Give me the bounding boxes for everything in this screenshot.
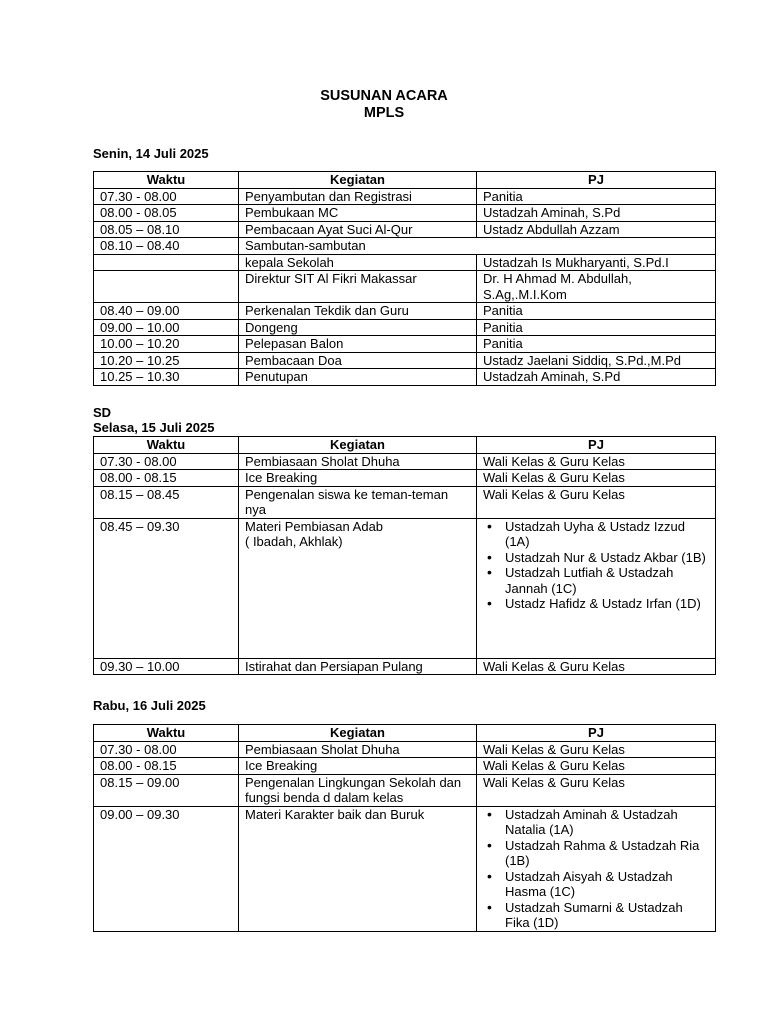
cell-pj: Panitia <box>477 188 716 205</box>
cell-pj: Wali Kelas & Guru Kelas <box>477 758 716 775</box>
cell-kegiatan: Ice Breaking <box>239 758 477 775</box>
cell-kegiatan: Sambutan-sambutan <box>239 238 716 255</box>
cell-kegiatan: Pembukaan MC <box>239 205 477 222</box>
pj-list <box>483 807 709 931</box>
day1-schedule-table <box>93 171 716 386</box>
header-waktu: Waktu <box>94 172 239 189</box>
table-row <box>94 205 716 222</box>
header-waktu: Waktu <box>94 437 239 454</box>
table-row <box>94 774 716 806</box>
cell-kegiatan: Ice Breaking <box>239 470 477 487</box>
day2-heading: Selasa, 15 Juli 2025 <box>93 420 215 435</box>
header-waktu: Waktu <box>94 725 239 742</box>
cell-kegiatan: Perkenalan Tekdik dan Guru <box>239 303 477 320</box>
header-kegiatan: Kegiatan <box>239 172 477 189</box>
cell-waktu: 10.25 – 10.30 <box>94 369 239 386</box>
table-header-row <box>94 172 716 189</box>
cell-pj: Ustadzah Aminah, S.Pd <box>477 205 716 222</box>
cell-kegiatan: Penyambutan dan Registrasi <box>239 188 477 205</box>
cell-waktu <box>94 254 239 271</box>
day2-label: SD <box>93 405 112 420</box>
table-row <box>94 453 716 470</box>
cell-pj: Wali Kelas & Guru Kelas <box>477 658 716 675</box>
cell-kegiatan: Materi Karakter baik dan Buruk <box>239 806 477 931</box>
cell-kegiatan: Pengenalan Lingkungan Sekolah dan fungsi benda d dalam kelas <box>239 774 477 806</box>
day3-schedule-table <box>93 724 716 932</box>
table-row <box>94 221 716 238</box>
list-item: • Ustadzah Lutfiah & Ustadzah Jannah (1C) <box>505 565 709 596</box>
cell-pj <box>477 518 716 658</box>
cell-waktu: 08.15 – 08.45 <box>94 486 239 518</box>
cell-waktu: 08.05 – 08.10 <box>94 221 239 238</box>
table-row <box>94 806 716 931</box>
cell-waktu: 08.45 – 09.30 <box>94 518 239 658</box>
day3-heading: Rabu, 16 Juli 2025 <box>93 698 206 713</box>
cell-pj: Wali Kelas & Guru Kelas <box>477 453 716 470</box>
kegiatan-line: ( Ibadah, Akhlak) <box>245 534 343 549</box>
cell-pj: Wali Kelas & Guru Kelas <box>477 741 716 758</box>
cell-pj: Wali Kelas & Guru Kelas <box>477 486 716 518</box>
table-header-row <box>94 725 716 742</box>
cell-kegiatan: Pengenalan siswa ke teman-teman nya <box>239 486 477 518</box>
list-item: • Ustadzah Sumarni & Ustadzah Fika (1D) <box>505 900 709 931</box>
cell-kegiatan: Pembacaan Doa <box>239 352 477 369</box>
table-row <box>94 336 716 353</box>
table-row <box>94 319 716 336</box>
cell-pj: Wali Kelas & Guru Kelas <box>477 470 716 487</box>
cell-kegiatan: Penutupan <box>239 369 477 386</box>
cell-waktu: 07.30 - 08.00 <box>94 741 239 758</box>
cell-waktu <box>94 271 239 303</box>
table-row <box>94 658 716 675</box>
list-item: • Ustadz Hafidz & Ustadz Irfan (1D) <box>505 596 709 612</box>
cell-waktu: 10.00 – 10.20 <box>94 336 239 353</box>
cell-waktu: 08.40 – 09.00 <box>94 303 239 320</box>
cell-kegiatan: Dongeng <box>239 319 477 336</box>
cell-kegiatan: Pembacaan Ayat Suci Al-Qur <box>239 221 477 238</box>
table-row <box>94 758 716 775</box>
cell-waktu: 08.00 - 08.15 <box>94 758 239 775</box>
table-row <box>94 369 716 386</box>
cell-waktu: 08.00 - 08.05 <box>94 205 239 222</box>
cell-waktu: 09.00 – 10.00 <box>94 319 239 336</box>
list-item: • Ustadzah Nur & Ustadz Akbar (1B) <box>505 550 709 566</box>
cell-pj: Panitia <box>477 336 716 353</box>
cell-waktu: 08.00 - 08.15 <box>94 470 239 487</box>
header-kegiatan: Kegiatan <box>239 437 477 454</box>
day2-schedule-table <box>93 436 716 675</box>
list-item: • Ustadzah Aisyah & Ustadzah Hasma (1C) <box>505 869 709 900</box>
cell-pj: Wali Kelas & Guru Kelas <box>477 774 716 806</box>
table-row <box>94 486 716 518</box>
cell-kegiatan: kepala Sekolah <box>239 254 477 271</box>
cell-pj: Dr. H Ahmad M. Abdullah, S.Ag,.M.I.Kom <box>477 271 716 303</box>
table-row <box>94 254 716 271</box>
cell-pj: Ustadzah Is Mukharyanti, S.Pd.I <box>477 254 716 271</box>
document-title-line2: MPLS <box>363 105 405 121</box>
cell-waktu: 09.30 – 10.00 <box>94 658 239 675</box>
table-row <box>94 271 716 303</box>
cell-pj: Ustadzah Aminah, S.Pd <box>477 369 716 386</box>
list-item: • Ustadzah Rahma & Ustadzah Ria (1B) <box>505 838 709 869</box>
cell-waktu: 08.15 – 09.00 <box>94 774 239 806</box>
cell-kegiatan: Direktur SIT Al Fikri Makassar <box>239 271 477 303</box>
list-item: • Ustadzah Aminah & Ustadzah Natalia (1A) <box>505 807 709 838</box>
cell-waktu: 08.10 – 08.40 <box>94 238 239 255</box>
cell-pj: Panitia <box>477 303 716 320</box>
cell-pj: Ustadz Jaelani Siddiq, S.Pd.,M.Pd <box>477 352 716 369</box>
document-title-line1: SUSUNAN ACARA <box>320 88 448 104</box>
cell-pj <box>477 806 716 931</box>
cell-waktu: 07.30 - 08.00 <box>94 188 239 205</box>
table-row <box>94 238 716 255</box>
list-item: • Ustadzah Uyha & Ustadz Izzud (1A) <box>505 519 709 550</box>
cell-kegiatan: Pembiasaan Sholat Dhuha <box>239 741 477 758</box>
header-pj: PJ <box>477 437 716 454</box>
header-pj: PJ <box>477 172 716 189</box>
pj-list <box>483 519 709 612</box>
header-pj: PJ <box>477 725 716 742</box>
cell-pj: Ustadz Abdullah Azzam <box>477 221 716 238</box>
table-header-row <box>94 437 716 454</box>
header-kegiatan: Kegiatan <box>239 725 477 742</box>
cell-kegiatan: Istirahat dan Persiapan Pulang <box>239 658 477 675</box>
table-row <box>94 741 716 758</box>
kegiatan-line: Materi Pembiasan Adab <box>245 518 384 534</box>
cell-waktu: 09.00 – 09.30 <box>94 806 239 931</box>
cell-waktu: 10.20 – 10.25 <box>94 352 239 369</box>
table-row <box>94 188 716 205</box>
table-row <box>94 518 716 658</box>
table-row <box>94 352 716 369</box>
cell-kegiatan: Pelepasan Balon <box>239 336 477 353</box>
cell-kegiatan: Pembiasaan Sholat Dhuha <box>239 453 477 470</box>
day1-heading: Senin, 14 Juli 2025 <box>93 146 209 161</box>
cell-kegiatan <box>239 518 477 658</box>
cell-waktu: 07.30 - 08.00 <box>94 453 239 470</box>
cell-pj: Panitia <box>477 319 716 336</box>
table-row <box>94 303 716 320</box>
table-row <box>94 470 716 487</box>
